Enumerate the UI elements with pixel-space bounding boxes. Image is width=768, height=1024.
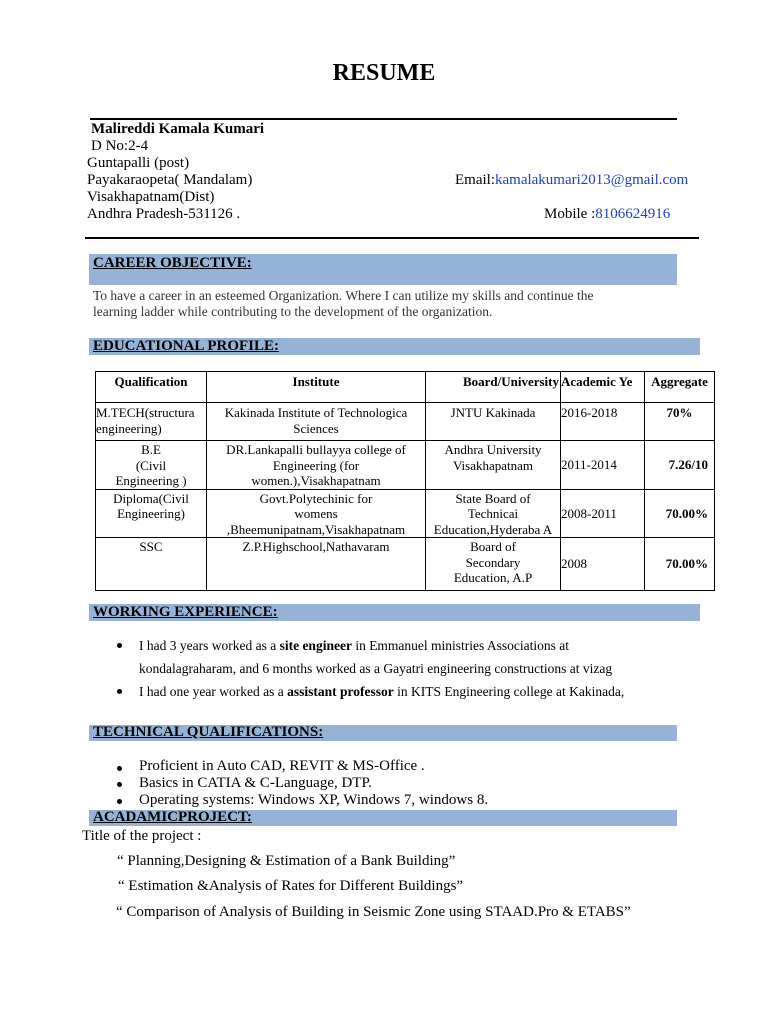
cell-year: 2011-2014 bbox=[561, 441, 645, 490]
table-row bbox=[96, 403, 715, 441]
section-title-text: TECHNICAL QUALIFICATIONS bbox=[93, 724, 319, 740]
cell-line: ,Bheemunipatnam,Visakhapatnam bbox=[226, 521, 406, 537]
cell-aggregate: 7.26/10 bbox=[645, 441, 715, 490]
section-title-text: CAREER OBJECTIVE bbox=[93, 255, 247, 271]
work-item-role: site engineer bbox=[279, 638, 352, 653]
cell-aggregate: 70.00% bbox=[645, 538, 715, 591]
section-career-objective bbox=[89, 254, 677, 285]
cell-qualification bbox=[96, 489, 207, 538]
cell-line: Board of bbox=[470, 539, 516, 554]
cell-line: M.TECH(structura bbox=[96, 405, 195, 420]
cell-line: Secondary bbox=[465, 554, 521, 570]
cell-line: (Civil bbox=[135, 457, 167, 473]
bullet-icon bbox=[117, 689, 122, 694]
cell-board bbox=[426, 403, 561, 441]
col-header-academic-year: Academic Ye bbox=[561, 372, 645, 403]
section-title-colon: : bbox=[246, 809, 252, 825]
cell-board bbox=[426, 441, 561, 490]
section-technical-qualifications bbox=[89, 725, 677, 741]
mobile-label: Mobile : bbox=[544, 206, 596, 222]
work-item-2 bbox=[139, 684, 624, 700]
email-label: Email: bbox=[455, 172, 495, 188]
section-working-experience-title: WORKING EXPERIENCE: bbox=[93, 604, 278, 620]
candidate-name: Malireddi Kamala Kumari bbox=[91, 121, 265, 137]
bullet-icon bbox=[117, 766, 122, 771]
address-line-1: D No:2-4 bbox=[91, 138, 149, 154]
email-link[interactable]: kamalakumari2013@gmail.com bbox=[495, 172, 689, 188]
section-academic-project bbox=[89, 810, 677, 826]
cell-line: JNTU Kakinada bbox=[450, 405, 536, 420]
table-row bbox=[96, 538, 715, 591]
cell-year: 2008-2011 bbox=[561, 489, 645, 538]
cell-line: womens bbox=[294, 506, 338, 521]
project-title: “ Comparison of Analysis of Building in Seismic Zone using STAAD.Pro & ETABS” bbox=[116, 904, 631, 920]
section-educational-profile-title bbox=[93, 338, 279, 355]
table-row bbox=[96, 441, 715, 490]
cell-line: Sciences bbox=[293, 420, 339, 436]
cell-line: Visakhapatnam bbox=[452, 457, 534, 473]
address-line-3: Payakaraopeta( Mandalam) bbox=[87, 172, 253, 188]
career-objective-line-2: learning ladder while contributing to the development of the organization. bbox=[93, 304, 493, 319]
cell-institute bbox=[207, 441, 426, 490]
cell-line: B.E bbox=[141, 442, 161, 457]
project-label: Title of the project : bbox=[82, 828, 202, 844]
header-divider-bottom bbox=[85, 237, 699, 239]
col-header-institute: Institute bbox=[207, 372, 426, 403]
page-title: RESUME bbox=[332, 60, 436, 86]
email-row bbox=[455, 172, 688, 189]
work-item-text: in KITS Engineering college at Kakinada, bbox=[393, 684, 625, 699]
section-academic-project-title bbox=[93, 809, 252, 826]
address-line-2: Guntapalli (post) bbox=[87, 155, 190, 171]
project-title: “ Planning,Designing & Estimation of a Bank Building” bbox=[117, 853, 456, 869]
cell-line: Diploma(Civil bbox=[113, 490, 189, 506]
cell-aggregate: 70% bbox=[645, 403, 715, 441]
section-career-objective-title bbox=[93, 255, 252, 272]
section-working-experience bbox=[89, 604, 700, 621]
bullet-icon bbox=[117, 643, 122, 648]
col-header-board: Board/University bbox=[426, 372, 561, 403]
col-header-aggregate: Aggregate bbox=[645, 372, 715, 403]
cell-line: Engineering ) bbox=[115, 473, 187, 488]
cell-line: Education,Hyderaba A bbox=[433, 521, 553, 537]
section-title-text: EDUCATIONAL PROFILE bbox=[93, 338, 274, 354]
technical-item: Proficient in Auto CAD, REVIT & MS-Office . bbox=[139, 758, 425, 774]
cell-qualification bbox=[96, 538, 207, 591]
bullet-icon bbox=[117, 799, 122, 804]
cell-institute bbox=[207, 403, 426, 441]
mobile-row bbox=[544, 206, 670, 223]
table-header-row bbox=[96, 372, 715, 403]
cell-institute bbox=[207, 538, 426, 591]
cell-line: Govt.Polytechinic for bbox=[259, 490, 373, 506]
header-divider-top bbox=[90, 118, 677, 120]
col-header-qualification: Qualification bbox=[96, 372, 207, 403]
cell-line: DR.Lankapalli bullayya college of bbox=[226, 442, 406, 457]
section-title-colon: : bbox=[318, 724, 324, 740]
cell-line: women.),Visakhapatnam bbox=[251, 473, 381, 488]
education-table bbox=[95, 371, 715, 591]
work-item-1-line-2: kondalagraharam, and 6 months worked as a Gayatri engineering constructions at vizag bbox=[139, 661, 613, 676]
work-item-text: in Emmanuel ministries Associations at bbox=[351, 638, 570, 653]
section-educational-profile bbox=[89, 338, 700, 355]
mobile-number[interactable]: 8106624916 bbox=[595, 206, 671, 222]
cell-board bbox=[426, 489, 561, 538]
cell-year: 2016-2018 bbox=[561, 403, 645, 441]
work-item-role: assistant professor bbox=[287, 684, 394, 699]
section-title-colon: : bbox=[246, 255, 252, 271]
cell-line: Kakinada Institute of Technologica bbox=[224, 405, 408, 420]
cell-line: State Board of bbox=[455, 490, 531, 506]
work-item-text: I had 3 years worked as a bbox=[139, 638, 280, 653]
cell-line: Engineering) bbox=[117, 506, 185, 521]
cell-line: Andhra University bbox=[444, 442, 542, 457]
bullet-icon bbox=[117, 782, 122, 787]
project-title: “ Estimation &Analysis of Rates for Different Buildings” bbox=[118, 878, 464, 894]
cell-line: Engineering (for bbox=[272, 457, 360, 473]
career-objective-line-1: To have a career in an esteemed Organization. Where I can utilize my skills and continue the bbox=[93, 288, 594, 303]
technical-item: Basics in CATIA & C-Language, DTP. bbox=[139, 775, 372, 791]
cell-line: Z.P.Highschool,Nathavaram bbox=[242, 539, 390, 554]
work-item-text: I had one year worked as a bbox=[139, 684, 288, 699]
section-title-text: ACADAMICPROJECT bbox=[93, 809, 247, 825]
cell-line: engineering) bbox=[96, 420, 162, 436]
cell-line: Education, A.P bbox=[453, 570, 533, 585]
table-row bbox=[96, 489, 715, 538]
address-line-5: Andhra Pradesh-531126 . bbox=[87, 206, 241, 222]
section-title-colon: : bbox=[274, 338, 279, 354]
cell-qualification bbox=[96, 403, 207, 441]
section-technical-qualifications-title bbox=[93, 724, 323, 741]
address-line-4: Visakhapatnam(Dist) bbox=[87, 189, 215, 205]
cell-line: SSC bbox=[139, 539, 163, 554]
cell-year: 2008 bbox=[561, 538, 645, 591]
cell-board bbox=[426, 538, 561, 591]
work-item-1 bbox=[139, 638, 569, 654]
cell-qualification bbox=[96, 441, 207, 490]
cell-aggregate: 70.00% bbox=[645, 489, 715, 538]
technical-item: Operating systems: Windows XP, Windows 7, windows 8. bbox=[139, 792, 489, 808]
cell-institute bbox=[207, 489, 426, 538]
cell-line: Technicai bbox=[467, 506, 519, 521]
